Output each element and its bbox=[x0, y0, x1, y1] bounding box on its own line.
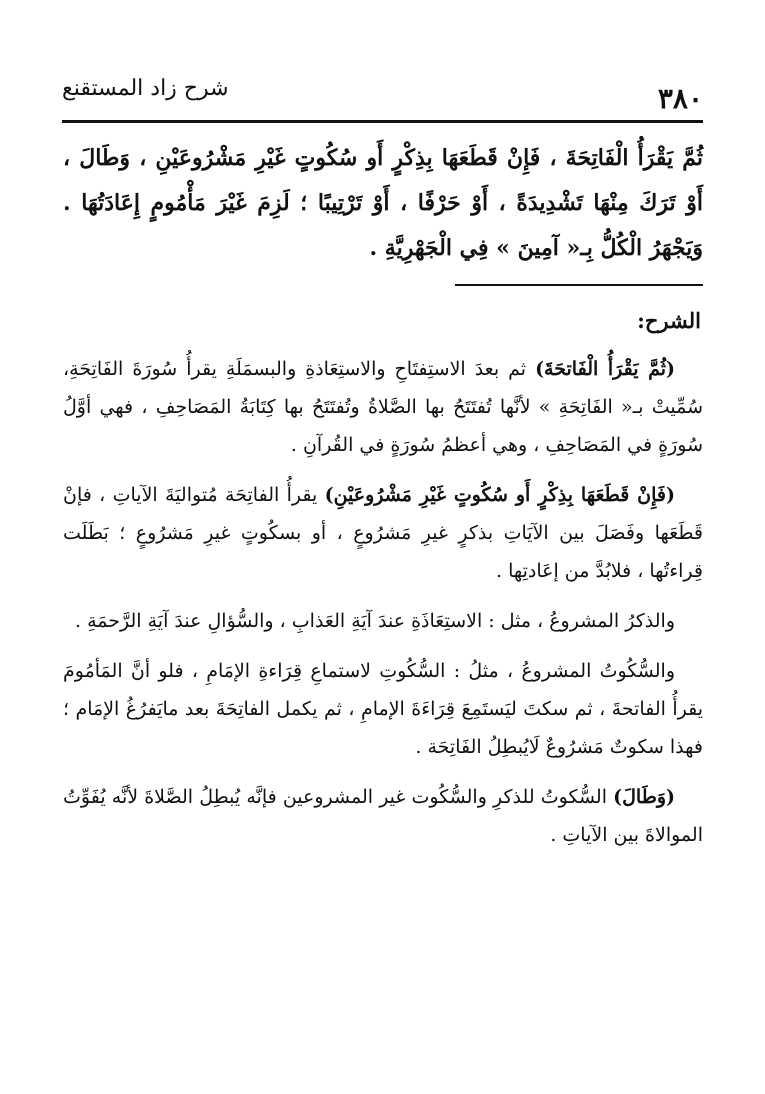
paragraph bbox=[63, 350, 703, 464]
paragraph-text: يقرأُ الفاتِحَة مُتواليَةَ الآياتِ ، فإنْ قَطَعَها وفَصَلَ بين الآيَاتِ بذكرٍ غيرِ مَشرُوعٍ ، أو بسكُوتٍ غيرِ مَشرُوعٍ ؛ بَطَلَت قِراءتُها ، فلابُدَّ من إعَادتِها . bbox=[63, 484, 703, 582]
paragraph-lead: (ثُمَّ يَقْرَأُ الْفَاتحَةَ) bbox=[535, 358, 675, 380]
book-title: شرح زاد المستقنع bbox=[62, 76, 229, 101]
paragraph-text: والذكرُ المشروعُ ، مثل : الاستِعَاذَةِ عندَ آيَةِ العَذابِ ، والسُّؤالِ عندَ آيَةِ الرَّحمَةِ . bbox=[75, 610, 675, 632]
paragraph-lead: (وَطَالَ) bbox=[613, 786, 675, 808]
matn-text: ثُمَّ يَقْرَأُ الْفَاتِحَةَ ، فَإِنْ قَطَعَهَا بِذِكْرٍ أَو سُكُوتٍ غَيْرِ مَشْرُوعَيْنِ ، وَطَالَ ، أَوْ تَرَكَ مِنْهَا تَشْدِيدَةً ، أَوْ حَرْفًا ، أَوْ تَرْتِيبًا ؛ لَزِمَ غَيْرَ مَأْمُومٍ إِعَادَتُهَا . وَيَجْهَرُ الْكُلُّ بِـ« آمِينَ » فِي الْجَهْرِيَّةِ . bbox=[63, 145, 703, 261]
paragraph bbox=[63, 778, 703, 854]
paragraph bbox=[63, 476, 703, 590]
paragraph bbox=[63, 602, 703, 640]
paragraph-lead: (فَإِنْ قَطَعَهَا بِذِكْرٍ أَو سُكُوتٍ غَيْرِ مَشْرُوعَيْنِ) bbox=[324, 484, 675, 506]
matn-divider bbox=[455, 284, 703, 286]
paragraph-text: والسُّكُوتُ المشروعُ ، مثلُ : السُّكُوتِ لاستماعِ قِرَاءةِ الإمَامِ ، فلو أنَّ المَأمُومَ يقرأُ الفاتحةَ ، ثم سكتَ ليَستَمِعَ قِرَاءَةَ الإمامِ ، ثم يكمل الفاتِحَةَ بعد مايَفرُغُ الإمَام ؛ فهذا سكوتٌ مَشرُوعٌ لَايُبطِلُ الفَاتِحَة . bbox=[63, 660, 703, 758]
page-header bbox=[62, 66, 703, 122]
sharh-body bbox=[63, 350, 703, 866]
paragraph-text: ثم بعدَ الاستِفتَاحِ والاستِعَاذةِ والبسمَلَةِ يقرأُ سُورَةَ الفَاتِحَةِ، سُمِّيتْ بـ« الفَاتِحَةِ » لأنَّها تُفتَتَحُ بها الصَّلاةُ وتُفتَتَحُ بها كِتَابَةُ المَصَاحِفِ ، فهي أوَّلُ سُورَةٍ في المَصَاحِفِ ، وهي أعظمُ سُورَةٍ في القُرآنِ . bbox=[63, 358, 703, 456]
paragraph-text: السُّكوتُ للذكرِ والسُّكُوت غير المشروعين فإنَّه يُبطِلُ الصَّلاةَ لأنَّه يُفَوِّتُ الموالاةَ بين الآياتِ . bbox=[63, 786, 703, 846]
sharh-heading: الشرح: bbox=[637, 308, 701, 333]
header-divider bbox=[62, 120, 703, 123]
page-number: ٣٨٠ bbox=[657, 82, 703, 115]
paragraph bbox=[63, 652, 703, 766]
